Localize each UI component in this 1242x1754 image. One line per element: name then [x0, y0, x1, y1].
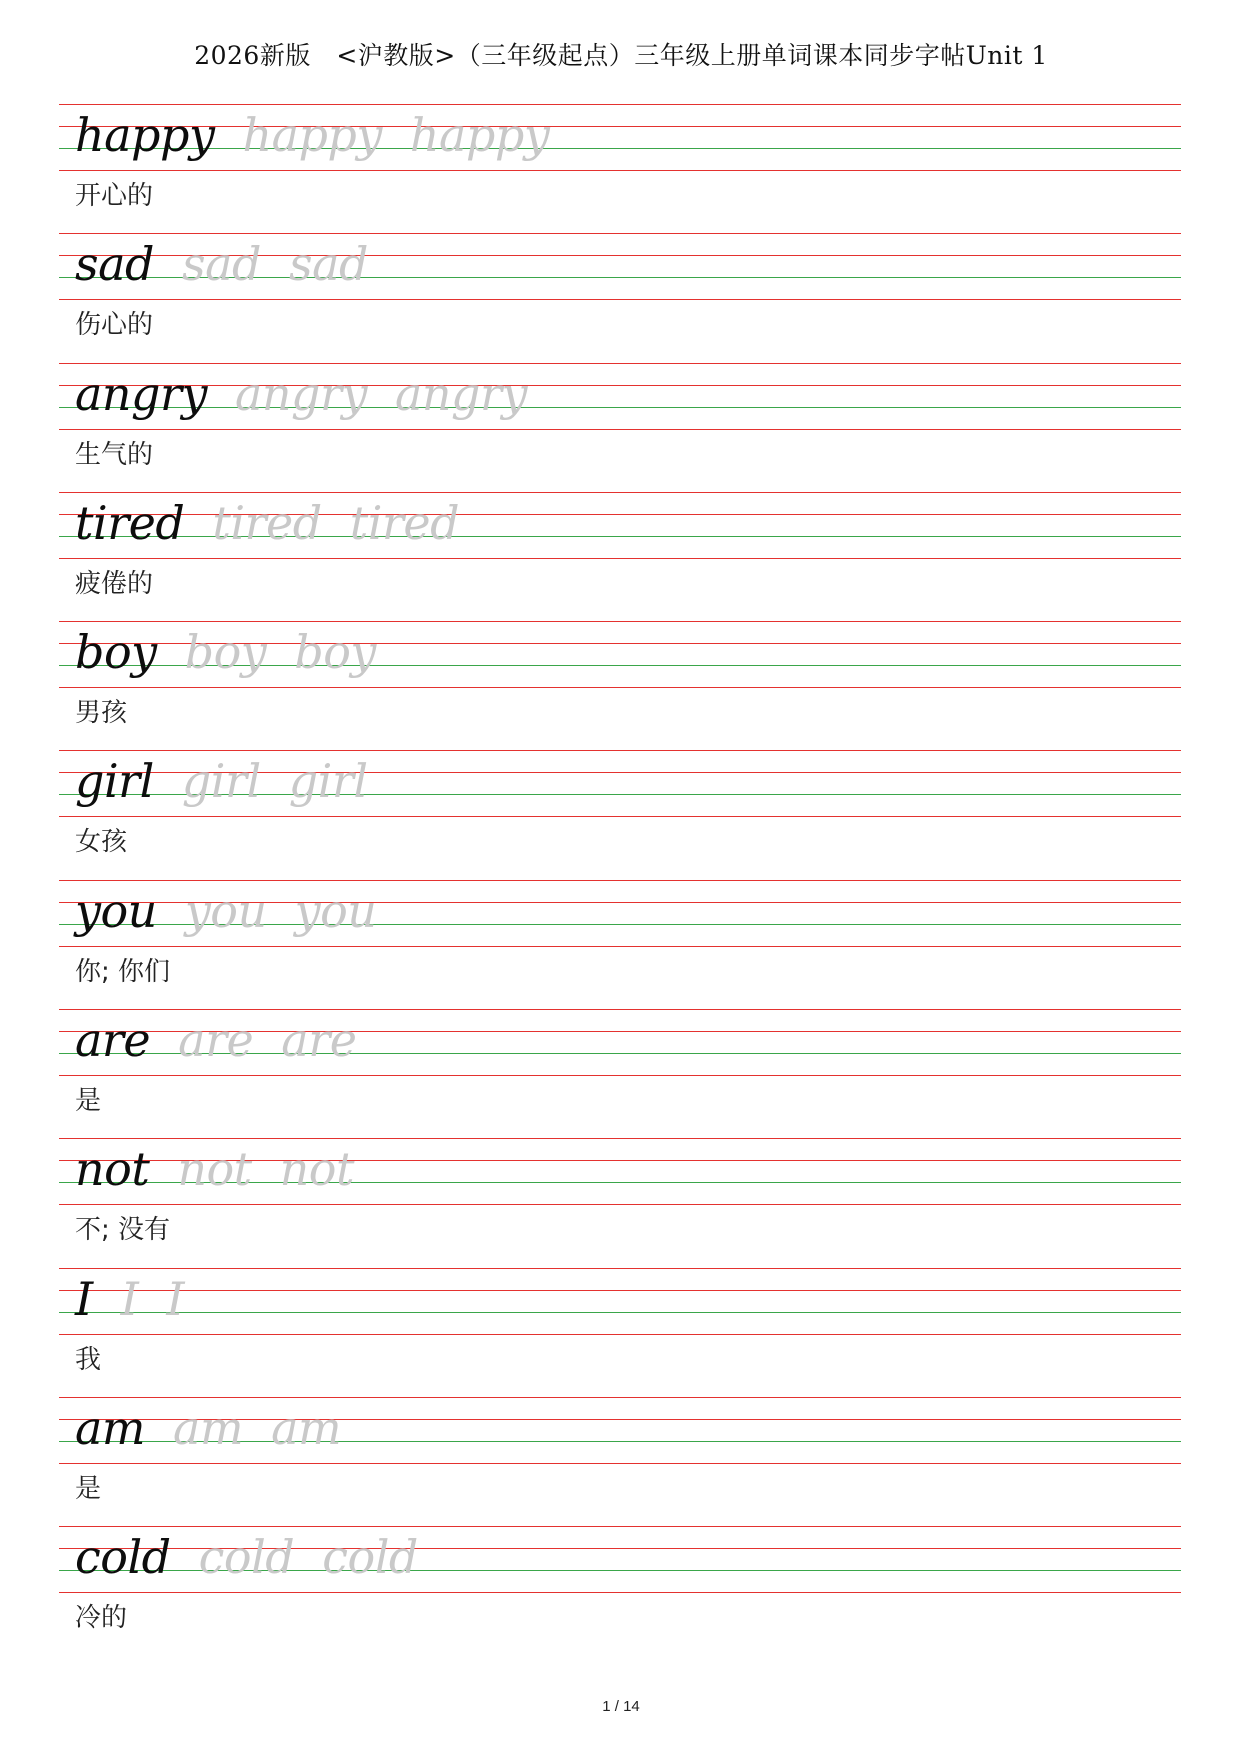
trace-word: boy	[294, 625, 376, 680]
guide-line-bottom	[59, 299, 1181, 300]
trace-word: am	[271, 1400, 342, 1455]
trace-word: tired	[349, 495, 460, 550]
vocab-word: am	[75, 1400, 146, 1455]
trace-word: angry	[394, 366, 527, 421]
entry-sad	[0, 233, 1242, 362]
guide-line-bottom	[59, 1075, 1181, 1076]
entry-cold	[0, 1526, 1242, 1655]
entry-boy	[0, 621, 1242, 750]
entry-not	[0, 1138, 1242, 1267]
entry-you	[0, 880, 1242, 1009]
vocab-word: I	[75, 1271, 93, 1326]
entry-tired	[0, 492, 1242, 621]
guide-line-bottom	[59, 946, 1181, 947]
word-meaning: 冷的	[75, 1603, 128, 1634]
entry-are	[0, 1009, 1242, 1138]
vocab-word: happy	[75, 108, 215, 162]
word-row	[75, 1262, 184, 1332]
guide-line-bottom	[59, 558, 1181, 559]
word-row	[75, 357, 527, 427]
word-meaning: 疲倦的	[75, 568, 154, 599]
entry-angry	[0, 363, 1242, 492]
vocab-word: tired	[75, 495, 185, 550]
trace-word: not	[177, 1142, 252, 1197]
guide-line-top	[59, 1268, 1181, 1269]
trace-word: happy	[409, 108, 550, 162]
word-meaning: 是	[75, 1086, 102, 1117]
word-row	[75, 486, 459, 556]
entry-happy	[0, 104, 1242, 233]
vocab-word: you	[75, 883, 157, 938]
trace-word: cold	[198, 1530, 295, 1585]
trace-word: happy	[242, 108, 382, 162]
guide-line-bottom	[59, 170, 1181, 171]
word-row	[75, 1132, 354, 1202]
guide-line-bottom	[59, 1592, 1181, 1593]
trace-word: angry	[234, 366, 367, 421]
trace-word: are	[178, 1013, 254, 1068]
page-title: 2026新版 <沪教版>（三年级起点）三年级上册单词课本同步字帖Unit 1	[194, 41, 1048, 70]
entry-girl	[0, 750, 1242, 879]
vocab-word: boy	[75, 625, 157, 680]
guide-line-bottom	[59, 1204, 1181, 1205]
trace-word: not	[279, 1142, 354, 1197]
trace-word: are	[281, 1013, 357, 1068]
guide-line-bottom	[59, 687, 1181, 688]
trace-word: I	[166, 1271, 185, 1326]
guide-line-upper	[59, 1290, 1181, 1291]
word-meaning: 我	[75, 1344, 102, 1375]
word-meaning: 男孩	[75, 698, 128, 729]
trace-word: sad	[288, 237, 368, 292]
guide-line-bottom	[59, 1463, 1181, 1464]
word-row	[75, 227, 368, 297]
word-meaning: 伤心的	[75, 310, 154, 341]
word-row	[75, 1003, 356, 1073]
page-number: 1 / 14	[602, 1698, 640, 1715]
trace-word: tired	[212, 495, 322, 550]
word-meaning: 开心的	[75, 181, 154, 211]
vocab-word: sad	[75, 237, 154, 292]
word-meaning: 你; 你们	[75, 956, 171, 987]
trace-word: girl	[288, 754, 368, 809]
trace-word: you	[294, 883, 377, 938]
vocab-word: girl	[75, 754, 154, 809]
guide-line-bottom	[59, 429, 1181, 430]
word-row	[75, 744, 368, 814]
vocab-word: cold	[75, 1530, 171, 1585]
trace-word: you	[184, 883, 267, 938]
word-row	[75, 874, 376, 944]
word-row	[75, 1520, 418, 1590]
trace-word: am	[173, 1400, 244, 1455]
guide-line-bottom	[59, 1334, 1181, 1335]
trace-word: girl	[181, 754, 261, 809]
entry-am	[0, 1397, 1242, 1526]
trace-word: cold	[322, 1530, 418, 1585]
trace-word: boy	[184, 625, 267, 680]
vocab-word: angry	[75, 366, 207, 421]
vocab-word: are	[75, 1013, 151, 1068]
word-meaning: 女孩	[75, 827, 128, 858]
trace-word: I	[120, 1271, 139, 1326]
word-row	[75, 1391, 341, 1461]
entry-i	[0, 1268, 1242, 1397]
word-row	[75, 615, 376, 685]
word-meaning: 不; 没有	[75, 1215, 171, 1246]
vocab-word: not	[75, 1142, 150, 1197]
trace-word: sad	[181, 237, 261, 292]
copybook-entries	[0, 104, 1242, 1656]
guide-line-baseline	[59, 1312, 1181, 1313]
guide-line-bottom	[59, 816, 1181, 817]
word-meaning: 是	[75, 1473, 102, 1504]
word-row	[75, 98, 549, 168]
word-meaning: 生气的	[75, 439, 154, 470]
